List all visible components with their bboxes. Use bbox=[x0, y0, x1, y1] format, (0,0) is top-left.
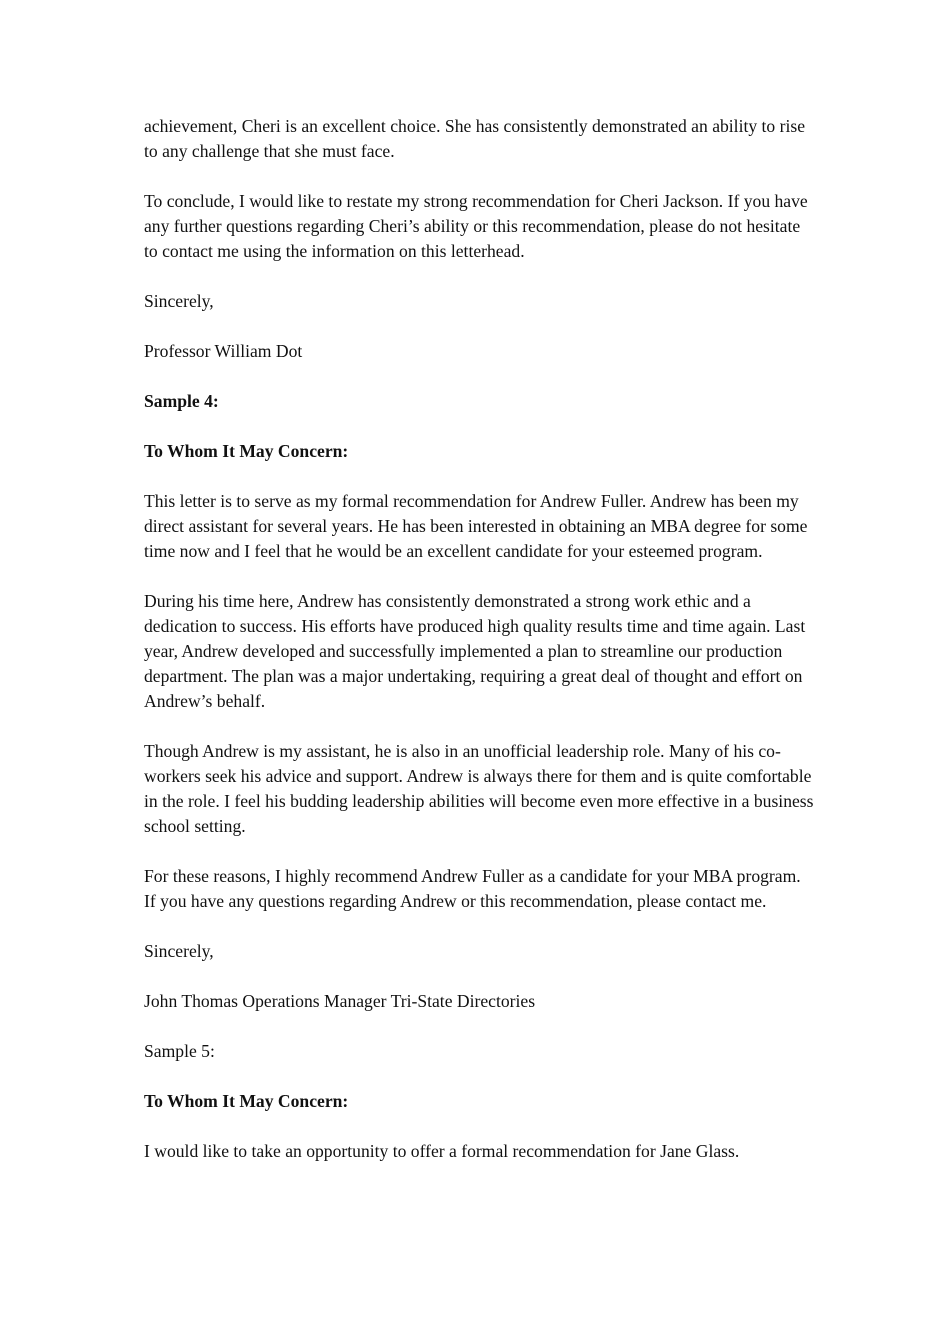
salutation-sample-4: To Whom It May Concern: bbox=[144, 441, 349, 461]
salutation-sample-5: To Whom It May Concern: bbox=[144, 1091, 349, 1111]
signature-professor: Professor William Dot bbox=[144, 341, 303, 361]
paragraph-andrew-intro: This letter is to serve as my formal recommendation for Andrew Fuller. Andrew has been my direct assistant for several years. He has been interested in obtaining an MBA degree for some time now and I feel that he would be an excellent candidate for your esteemed program. bbox=[144, 491, 808, 561]
paragraph-andrew-conclusion: For these reasons, I highly recommend Andrew Fuller as a candidate for your MBA program. If you have any questions regarding Andrew or this recommendation, please contact me. bbox=[144, 866, 801, 911]
sample-4-heading: Sample 4: bbox=[144, 391, 219, 411]
closing-sincerely: Sincerely, bbox=[144, 941, 214, 961]
paragraph-cheri-achievement: achievement, Cheri is an excellent choice. She has consistently demonstrated an ability to rise to any challenge that she must face. bbox=[144, 116, 806, 161]
paragraph-andrew-leadership: Though Andrew is my assistant, he is also in an unofficial leadership role. Many of his co-workers seek his advice and support. Andrew is always there for them and is quite comfortable in the role. I feel his budding leadership abilities will become even more effective in a business school setting. bbox=[144, 741, 814, 836]
closing-sincerely: Sincerely, bbox=[144, 291, 214, 311]
paragraph-jane-intro: I would like to take an opportunity to offer a formal recommendation for Jane Glass. bbox=[144, 1141, 740, 1161]
signature-john-thomas: John Thomas Operations Manager Tri-State Directories bbox=[144, 991, 536, 1011]
paragraph-cheri-conclusion: To conclude, I would like to restate my strong recommendation for Cheri Jackson. If you have any further questions regarding Cheri’s ability or this recommendation, please do not hesitate to contact me using the information on this letterhead. bbox=[144, 191, 808, 261]
document-page bbox=[144, 114, 814, 1189]
paragraph-andrew-work-ethic: During his time here, Andrew has consistently demonstrated a strong work ethic and a dedication to success. His efforts have produced high quality results time and time again. Last year, Andrew developed and successfully implemented a plan to streamline our production department. The plan was a major undertaking, requiring a great deal of thought and effort on Andrew’s behalf. bbox=[144, 591, 806, 711]
sample-5-heading: Sample 5: bbox=[144, 1041, 215, 1061]
